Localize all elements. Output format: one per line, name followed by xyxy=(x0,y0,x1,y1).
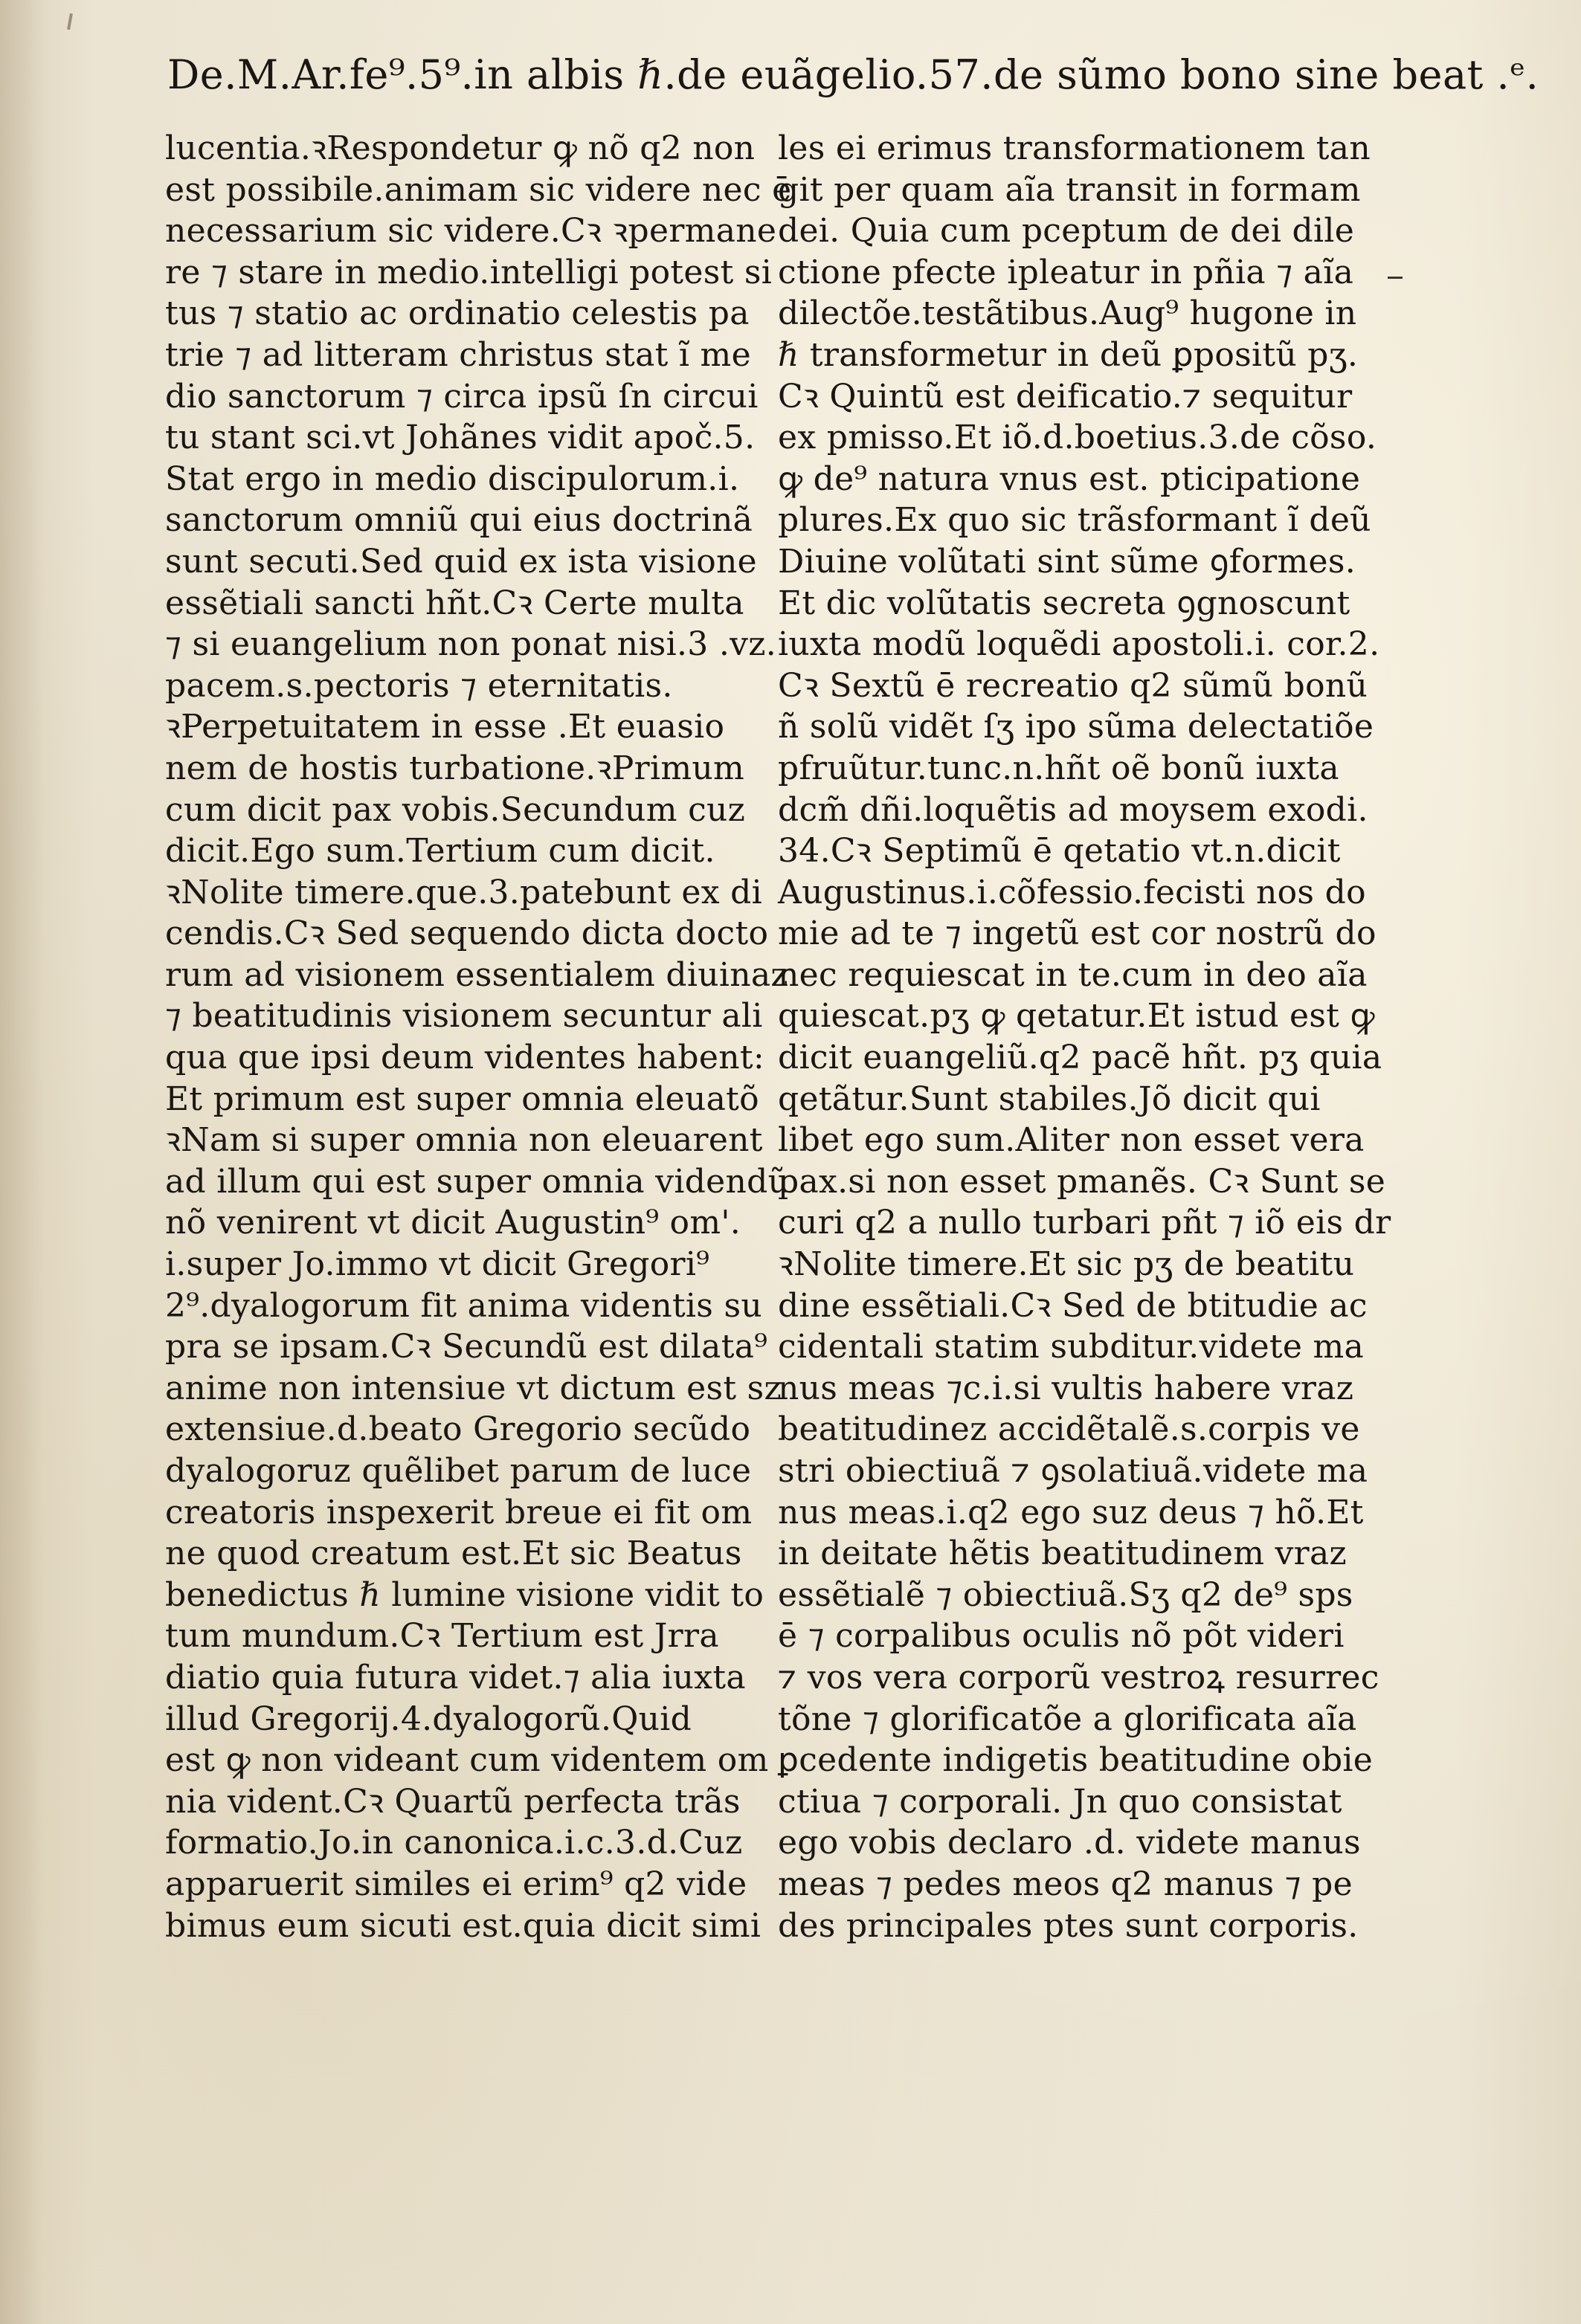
left-column-line: sunt secuti.Sed quid ex ista visione xyxy=(165,542,757,581)
right-column xyxy=(778,128,1391,1946)
right-column-line: pfruũtur.tunc.n.hñt oẽ bonũ iuxta xyxy=(778,749,1339,787)
left-column-line: anime non intensiue vt dictum est sz xyxy=(165,1369,782,1407)
right-column-line: ꝙ de⁹ natura vnus est. pticipatione xyxy=(778,459,1361,498)
right-column-line: in deitate hẽtis beatitudinem vraz xyxy=(778,1534,1347,1573)
right-column-line: dei. Quia cum pceptum de dei dile xyxy=(778,212,1355,251)
left-column-line: re ⁊ stare in medio.intelligi potest si xyxy=(165,253,773,291)
right-column-line: ℏ transformetur in deũ ꝑpositũ pʒ. xyxy=(778,335,1359,374)
left-column-line: ne quod creatum est.Et sic Beatus xyxy=(165,1534,742,1573)
left-column-line: tus ⁊ statio ac ordinatio celestis pa xyxy=(165,294,750,333)
right-column-line: pax.si non esset pmanẽs. Cꝛ Sunt se xyxy=(778,1162,1386,1201)
left-column-line: ꝛPerpetuitatem in esse .Et euasio xyxy=(165,708,725,746)
right-column-line: meas ⁊ pedes meos q2 manus ⁊ pe xyxy=(778,1865,1353,1903)
left-column-line: 2⁹.dyalogorum fit anima videntis su xyxy=(165,1286,762,1325)
right-column-line: ꝛNolite timere.Et sic pʒ de beatitu xyxy=(778,1245,1355,1284)
left-column-line: cum dicit pax vobis.Secundum cuz xyxy=(165,790,746,829)
left-column-line: ⁊ beatitudinis visionem secuntur ali xyxy=(165,997,763,1036)
right-column-line: ē ⁊ corpalibus oculis nõ põt videri xyxy=(778,1617,1345,1656)
left-column-line: i.super Jo.immo vt dicit Gregori⁹ xyxy=(165,1245,710,1284)
left-column-line: Stat ergo in medio discipulorum.i. xyxy=(165,459,740,498)
gutter-shadow xyxy=(0,0,45,2324)
left-column-line: est possibile.animam sic videre nec ē xyxy=(165,170,792,209)
left-column-line: pra se ipsam.Cꝛ Secundũ est dilata⁹ xyxy=(165,1328,768,1366)
left-column-line: nia vident.Cꝛ Quartũ perfecta trãs xyxy=(165,1782,741,1821)
left-column-line: qua que ipsi deum videntes habent: xyxy=(165,1039,764,1077)
right-column-line: tõne ⁊ glorificatõe a glorificata aĩa xyxy=(778,1700,1357,1738)
left-column-line: tu stant sci.vt Johãnes vidit apoč.5. xyxy=(165,419,756,457)
right-column-line: quiescat.pʒ ꝙ qetatur.Et istud est ꝙ xyxy=(778,997,1375,1036)
margin-dash xyxy=(1388,277,1403,279)
left-column-line: creatoris inspexerit breue ei fit om xyxy=(165,1493,753,1531)
right-column-line: ctione pfecte ipleatur in pñia ⁊ aĩa xyxy=(778,253,1354,291)
left-column-line: illud Gregorij.4.dyalogorũ.Quid xyxy=(165,1700,692,1738)
left-column-line: diatio quia futura videt.⁊ alia iuxta xyxy=(165,1658,746,1697)
left-column-line: ad illum qui est super omnia videndũ xyxy=(165,1162,790,1201)
left-column-line: sanctorum omniũ qui eius doctrinã xyxy=(165,501,753,540)
right-column-line: dicit euangeliũ.q2 pacẽ hñt. pʒ quia xyxy=(778,1039,1382,1077)
right-column-line: ego vobis declaro .d. videte manus xyxy=(778,1824,1361,1862)
left-column-line: nem de hostis turbatione.ꝛPrimum xyxy=(165,749,745,787)
left-column-line: dicit.Ego sum.Tertium cum dicit. xyxy=(165,832,715,871)
right-column-line: qetãtur.Sunt stabiles.Jõ dicit qui xyxy=(778,1079,1321,1118)
left-column-line: benedictus ℏ lumine visione vidit to xyxy=(165,1575,764,1614)
left-column-line: bimus eum sicuti est.quia dicit simi xyxy=(165,1906,761,1945)
left-column-line: formatio.Jo.in canonica.i.c.3.d.Cuz xyxy=(165,1824,743,1862)
right-column-line: Et dic volũtatis secreta ꝯgnoscunt xyxy=(778,584,1350,622)
right-column-line: les ei erimus transformationem tan xyxy=(778,129,1371,167)
left-column-line: lucentia.ꝛRespondetur ꝙ nõ q2 non xyxy=(165,129,756,167)
right-column-line: ⁊ vos vera corporũ vestroꝝ resurrec xyxy=(778,1658,1379,1697)
left-column-line: ꝛNolite timere.que.3.patebunt ex di xyxy=(165,873,762,911)
left-column-line: tum mundum.Cꝛ Tertium est Jrra xyxy=(165,1617,719,1656)
right-column-line: Cꝛ Quintũ est deificatio.⁊ sequitur xyxy=(778,377,1353,416)
right-column-line: ctiua ⁊ corporali. Jn quo consistat xyxy=(778,1782,1342,1821)
left-column-line: nõ venirent vt dicit Augustin⁹ om'. xyxy=(165,1204,741,1242)
left-column-line: est ꝙ non videant cum videntem om xyxy=(165,1741,769,1780)
left-column-line: dio sanctorum ⁊ circa ipsũ ſn circui xyxy=(165,377,759,416)
right-column-line: iuxta modũ loquẽdi apostoli.i. cor.2. xyxy=(778,625,1380,664)
right-column-line: curi q2 a nullo turbari pñt ⁊ iõ eis dr xyxy=(778,1204,1391,1242)
right-column-line: ñ solũ vidẽt ſʒ ipo sũma delectatiõe xyxy=(778,708,1374,746)
right-column-line: ꝑcedente indigetis beatitudine obie xyxy=(778,1741,1374,1780)
margin-mark xyxy=(67,13,73,30)
left-column xyxy=(165,128,792,1946)
left-column-line: Et primum est super omnia eleuatõ xyxy=(165,1079,759,1118)
right-column-line: libet ego sum.Aliter non esset vera xyxy=(778,1121,1365,1160)
right-column-line: des principales ptes sunt corporis. xyxy=(778,1906,1359,1945)
right-column-line: Cꝛ Sextũ ē recreatio q2 sũmũ bonũ xyxy=(778,666,1368,705)
right-column-line: cidentali statim subditur.videte ma xyxy=(778,1328,1365,1366)
right-column-line: nec requiescat in te.cum in deo aĩa xyxy=(778,955,1368,994)
running-title: De.M.Ar.fe⁹.5⁹.in albis ℏ.de euãgelio.57.de sũmo bono sine beat .ᵉ. xyxy=(167,51,1539,98)
left-column-line: extensiue.d.beato Gregorio secũdo xyxy=(165,1410,751,1449)
right-column-line: plures.Ex quo sic trãsformant ĩ deũ xyxy=(778,501,1371,540)
right-column-line: beatitudinez accidẽtalẽ.s.corpis ve xyxy=(778,1410,1360,1449)
right-column-line: git per quam aĩa transit in formam xyxy=(778,170,1361,209)
right-column-line: Augustinus.i.cõfessio.fecisti nos do xyxy=(778,873,1366,911)
right-column-line: stri obiectiuã ⁊ ꝯsolatiuã.videte ma xyxy=(778,1452,1368,1490)
left-column-line: necessarium sic videre.Cꝛ ꝛpermane xyxy=(165,212,777,251)
left-column-line: ⁊ si euangelium non ponat nisi.3 .vz. xyxy=(165,625,777,664)
right-column-line: 34.Cꝛ Septimũ ē qetatio vt.n.dicit xyxy=(778,832,1341,871)
left-column-line: dyalogoruz quẽlibet parum de luce xyxy=(165,1452,752,1490)
left-column-line: rum ad visionem essentialem diuinaz xyxy=(165,955,788,994)
right-column-line: dilectõe.testãtibus.Aug⁹ hugone in xyxy=(778,294,1357,333)
left-column-line: ꝛNam si super omnia non eleuarent xyxy=(165,1121,763,1160)
right-column-line: essẽtialẽ ⁊ obiectiuã.Sʒ q2 de⁹ sps xyxy=(778,1575,1353,1614)
right-column-line: dine essẽtiali.Cꝛ Sed de btitudie ac xyxy=(778,1286,1368,1325)
left-column-line: essẽtiali sancti hñt.Cꝛ Certe multa xyxy=(165,584,744,622)
right-column-line: dcm̃ dñi.loquẽtis ad moysem exodi. xyxy=(778,790,1368,829)
left-column-line: apparuerit similes ei erim⁹ q2 vide xyxy=(165,1865,747,1903)
right-column-line: nus meas ⁊c.i.si vultis habere vraz xyxy=(778,1369,1354,1407)
right-column-line: nus meas.i.q2 ego suz deus ⁊ hõ.Et xyxy=(778,1493,1364,1531)
right-column-line: Diuine volũtati sint sũme ꝯformes. xyxy=(778,542,1356,581)
left-column-line: cendis.Cꝛ Sed sequendo dicta docto xyxy=(165,914,769,953)
right-column-line: mie ad te ⁊ ingetũ est cor nostrũ do xyxy=(778,914,1376,953)
left-column-line: pacem.s.pectoris ⁊ eternitatis. xyxy=(165,666,673,705)
left-column-line: trie ⁊ ad litteram christus stat ĩ me xyxy=(165,335,751,374)
right-column-line: ex pmisso.Et iõ.d.boetius.3.de cõso. xyxy=(778,419,1377,457)
